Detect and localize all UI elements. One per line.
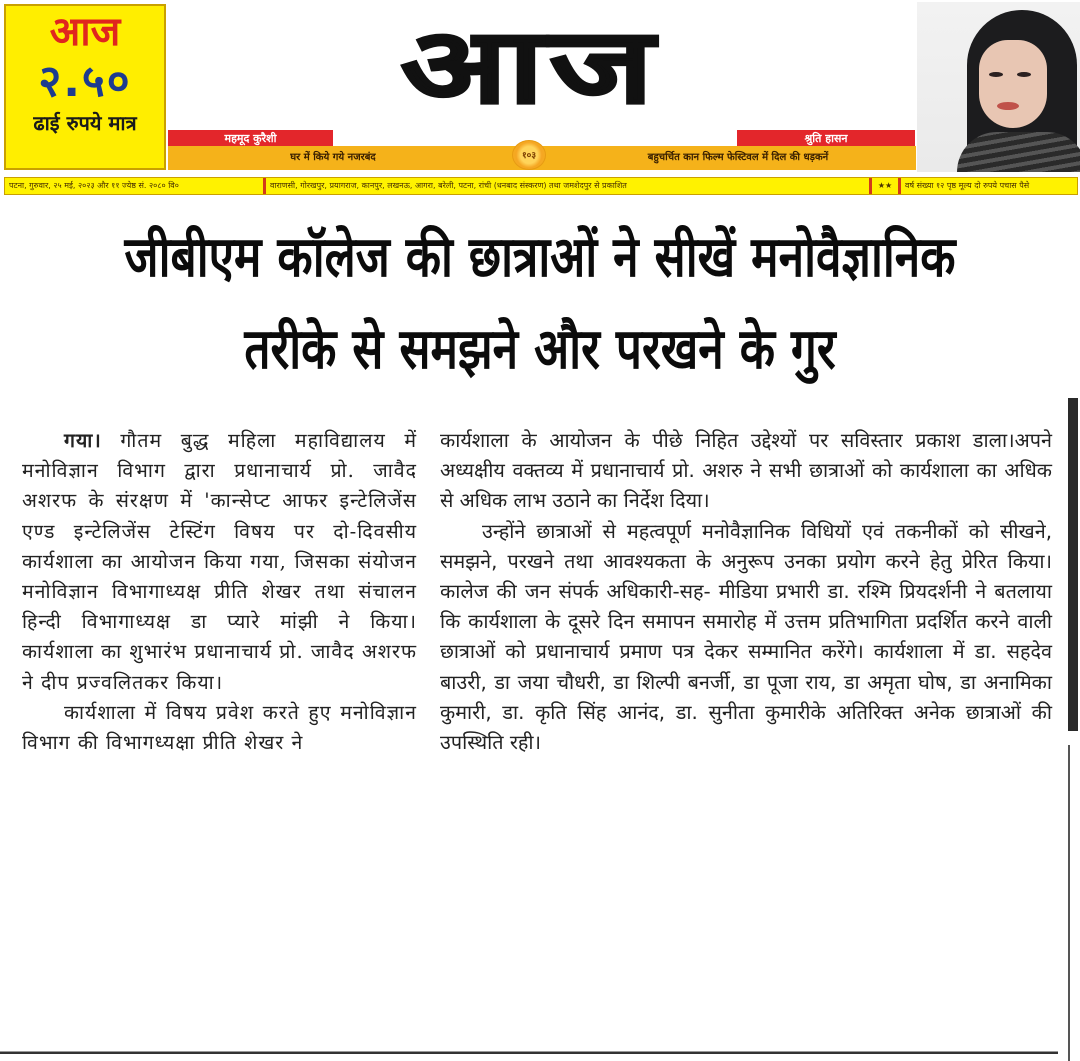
left-paragraph-1-text: गौतम बुद्ध महिला महाविद्यालय में मनोविज्ञान विभाग द्वारा प्रधानाचार्य प्रो. जावैद अशरफ के संरक्षण में 'कान्सेप्ट आफर इन्टेलिजेंस एण्ड इन्टेलिजेंस टेस्टिंग विषय पर दो-दिवसीय कार्यशाला का आयोजन किया गया, जिसका संयोजन मनोविज्ञान विभागाध्यक्ष प्रीति शेखर तथा संचालन हिन्दी विभागाध्यक्ष डा प्यारे मांझी ने किया। कार्यशाला का शुभारंभ प्रधानाचार्य प्रो. जावैद अशरफ ने दीप प्रज्वलितकर किया। (22, 429, 418, 694)
newspaper-logo (330, 6, 730, 126)
photo-face (979, 40, 1047, 128)
teaser-left-headline[interactable]: घर में किये गये नजरबंद (290, 152, 376, 163)
teaser-left-name[interactable]: महमूद कुरैशी (224, 132, 277, 145)
celebrity-photo (917, 2, 1080, 172)
edition-stars-icon: ★★ (877, 181, 893, 190)
price-box (4, 4, 166, 170)
price-box-brand: आज (49, 9, 121, 55)
headline-line-2: तरीके से समझने और परखने के गुर (244, 317, 836, 382)
article-column-left (22, 426, 417, 758)
adjacent-column-edge (1068, 398, 1078, 731)
left-paragraph-2: कार्यशाला में विषय प्रवेश करते हुए मनोविज्ञान विभाग की विभागध्यक्षा प्रीति शेखर ने (22, 700, 417, 755)
edition-pages-price: वर्ष संख्या १२ पृष्ठ मूल्य दो रुपये पचास पैसे (905, 181, 1030, 190)
logo-text: आज (400, 4, 660, 127)
edition-dateline: पटना, गुरुवार, २५ मई, २०२३ और ११ ज्येष्ठ सं. २०८० वि० (9, 181, 179, 190)
teaser-right-headline[interactable]: बहुचर्चित कान फिल्म फेस्टिवल में दिल की धड़कनें (647, 152, 829, 163)
article-headline (97, 212, 983, 396)
article-bottom-rule (0, 1051, 1058, 1054)
photo-eye-left (989, 72, 1003, 77)
edition-cities: वाराणसी, गोरखपुर, प्रयागराज, कानपुर, लखनऊ, आगरा, बरेली, पटना, रांची (धनबाद संस्करण) तथा जमशेदपुर से प्रकाशित (270, 181, 627, 190)
right-paragraph-1: कार्यशाला के आयोजन के पीछे निहित उद्देश्यों पर सविस्तार प्रकाश डाला।अपने अध्यक्षीय वक्तव्य में प्रधानाचार्य प्रो. अशरु ने सभी छात्राओं को कार्यशाला का अधिक से अधिक लाभ उठाने का निर्देश दिया। (440, 429, 1052, 513)
masthead (0, 0, 1080, 200)
price-value: २.५० (38, 56, 132, 107)
article-column-right (440, 426, 1052, 758)
photo-lips (997, 102, 1019, 110)
photo-eye-right (1017, 72, 1031, 77)
edition-info-strip (4, 177, 1078, 195)
photo-dress (957, 132, 1080, 172)
emblem-number: १०३ (521, 151, 537, 161)
adjacent-column-edge-lower (1068, 745, 1074, 1061)
price-words: ढाई रुपये मात्र (33, 111, 137, 135)
teaser-right-name[interactable]: श्रुति हासन (804, 132, 848, 145)
sun-emblem-icon (512, 140, 546, 170)
right-paragraph-2: उन्होंने छात्राओं से महत्वपूर्ण मनोवैज्ञानिक विधियों एवं तकनीकों को सीखने, समझने, परखने तथा आवश्यकता के अनुरूप उनका प्रयोग करने हेतु प्रेरित किया। कालेज की जन संपर्क अधिकारी-सह- मीडिया प्रभारी डा. रश्मि प्रियदर्शनी ने बतलाया कि कार्यशाला के दूसरे दिन समापन समारोह में उत्तम प्रतिभागिता प्रदर्शित करने वाली छात्राओं को प्रधानाचार्य प्रमाण पत्र देकर सम्मानित करेंगे। कार्यशाला में डा. सहदेव बाउरी, डा जया चौधरी, डा शिल्पी बनर्जी, डा पूजा राय, डा अमृता घोष, डा अनामिका कुमारी, डा. कृति सिंह आनंद, डा. सुनीता कुमारीके अतिरिक्त अनेक छात्राओं की उपस्थिति रही। (440, 519, 1052, 755)
headline-line-1: जीबीएम कॉलेज की छात्राओं ने सीखें मनोवैज्ञानिक (124, 225, 956, 290)
article-dateline: गया। (64, 429, 102, 452)
left-paragraph-1 (22, 426, 417, 698)
